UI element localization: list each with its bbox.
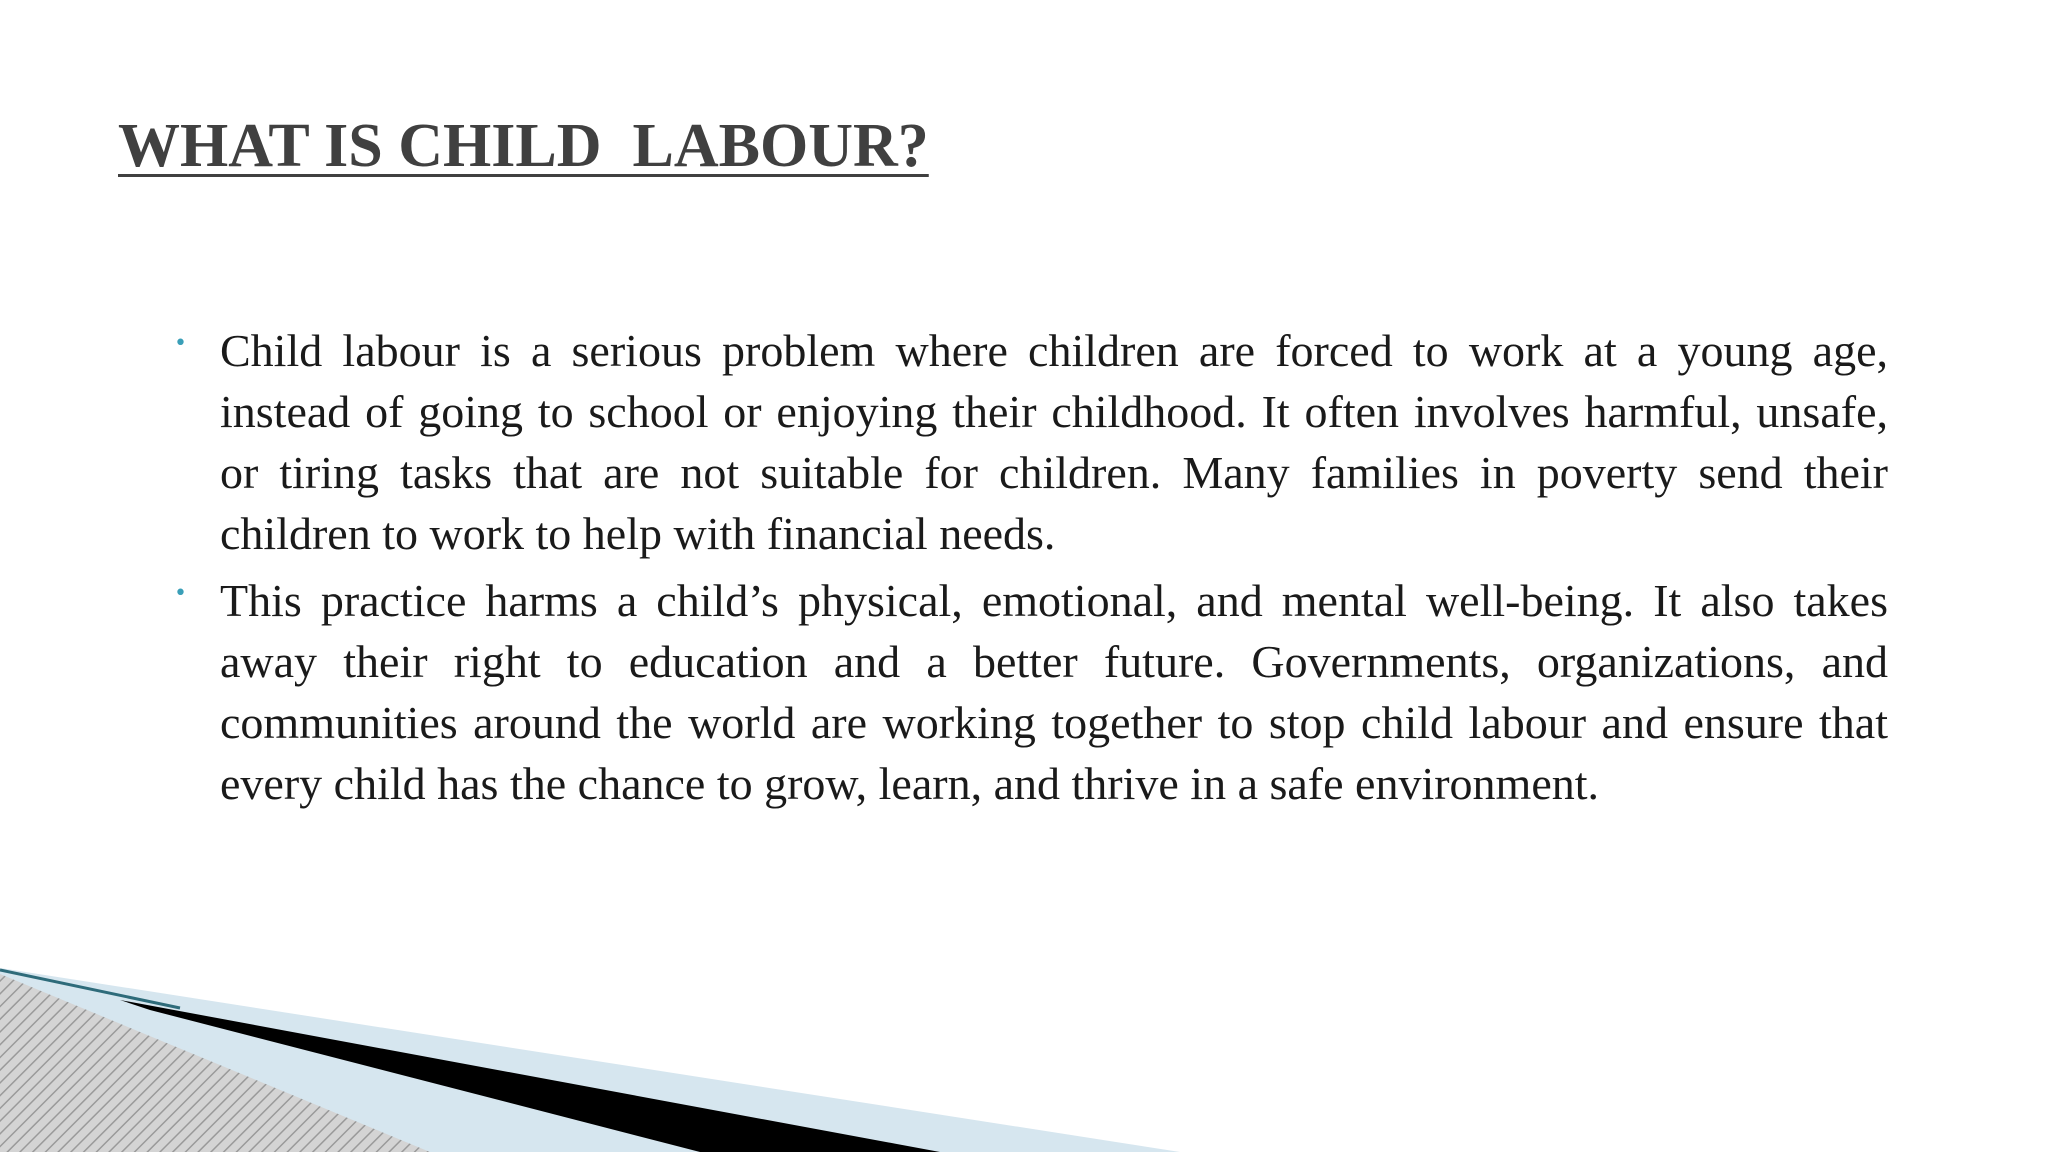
light-blue-swoosh [0, 968, 1180, 1152]
slide-body [168, 320, 1888, 820]
bullet-dot-icon: • [174, 331, 187, 356]
teal-accent-line [0, 970, 180, 1008]
hatched-swoosh [0, 974, 430, 1152]
bullet-dot-icon: • [174, 581, 187, 606]
bullet-list [168, 320, 1888, 814]
black-swoosh [120, 1000, 940, 1152]
slide-title: WHAT IS CHILD LABOUR? [118, 112, 929, 180]
bullet-item [168, 320, 1888, 564]
bullet-text: Child labour is a serious problem where children are forced to work at a young age, instead of going to school or enjoying their childhood. It often involves harmful, unsafe, or tiring tasks that are not suitable for children. Many families in poverty send their children to work to help with financial needs. [220, 325, 1888, 559]
bullet-item [168, 570, 1888, 814]
bullet-text: This practice harms a child’s physical, emotional, and mental well-being. It also takes away their right to education and a better future. Governments, organizations, and communities around the world are working together to stop child labour and ensure that every child has the chance to grow, learn, and thrive in a safe environment. [220, 575, 1888, 809]
